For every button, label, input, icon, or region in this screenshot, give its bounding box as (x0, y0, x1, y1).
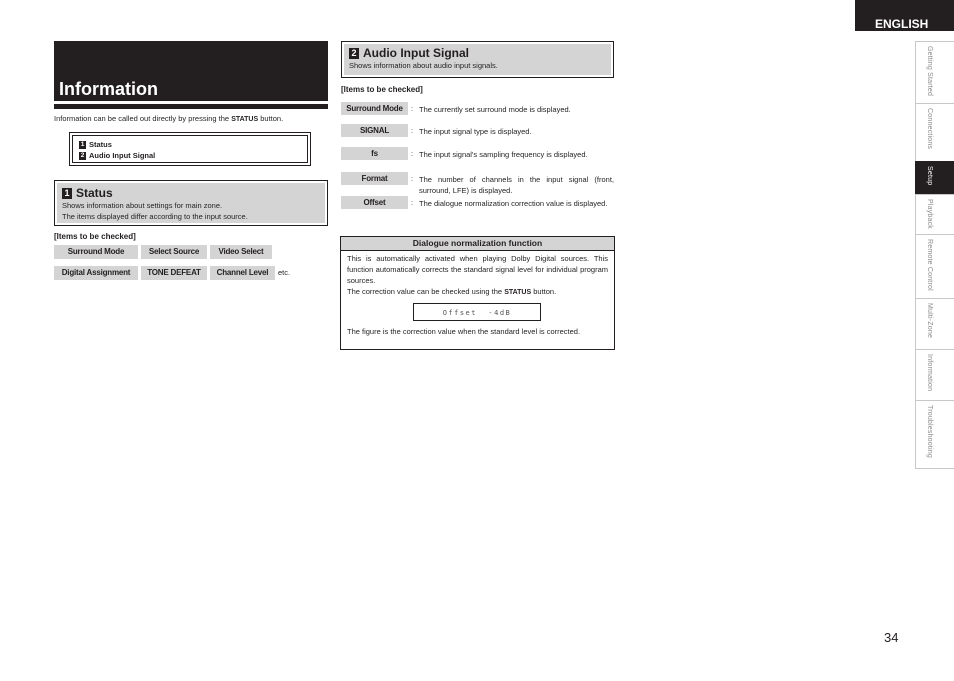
nav-label: Connections (926, 108, 933, 150)
section-title (62, 186, 325, 200)
dialogue-text: This is automatically activated when playing Dolby Digital sources. This function automatically corrects the standard signal level for individual program sources. (347, 254, 608, 285)
item-label-fs: fs (341, 147, 408, 160)
section-title (349, 46, 611, 60)
item-label-signal: SIGNAL (341, 124, 408, 137)
number-badge: 2 (349, 48, 359, 59)
colon: : (411, 149, 414, 158)
section-title-text: Audio Input Signal (363, 46, 469, 60)
nav-item-connections[interactable] (915, 103, 954, 161)
nav-label: Information (926, 354, 933, 392)
dialogue-box-title: Dialogue normalization function (341, 237, 614, 251)
nav-item-remote-control[interactable] (915, 234, 954, 298)
number-badge: 1 (80, 141, 85, 149)
intro-after: button. (258, 114, 284, 123)
chip-surround-mode: Surround Mode (54, 245, 138, 259)
intro-key: STATUS (231, 116, 259, 123)
chip-tone-defeat: TONE DEFEAT (141, 266, 207, 280)
colon: : (411, 126, 414, 135)
colon: : (411, 104, 414, 113)
check-before: The correction value can be checked using the (347, 287, 505, 296)
section-desc: Shows information about settings for main zone. (62, 201, 223, 210)
number-badge: 1 (62, 188, 72, 199)
dialogue-normalization-box (340, 236, 615, 350)
title-underline (54, 104, 328, 109)
language-tab: ENGLISH (855, 0, 954, 31)
offset-display: Offset -4dB (413, 303, 541, 321)
nav-label: Playback (926, 199, 933, 230)
page-title: Information (59, 79, 158, 99)
nav-label: Remote Control (926, 239, 933, 291)
nav-label: Setup (926, 166, 933, 186)
dialogue-box-text (341, 251, 614, 298)
menu-label: Audio Input Signal (89, 151, 156, 160)
page-title-banner (54, 41, 328, 101)
nav-label: Troubleshooting (926, 405, 933, 458)
page-number: 34 (884, 630, 899, 645)
intro-before: Information can be called out directly by pressing the (54, 114, 232, 123)
nav-item-playback[interactable] (915, 194, 954, 234)
check-key: STATUS (504, 289, 532, 296)
section-desc: The items displayed differ according to the input source. (62, 212, 248, 221)
nav-item-multi-zone[interactable] (915, 298, 954, 349)
status-section-header (54, 180, 328, 226)
audio-input-signal-section-header (341, 41, 614, 78)
nav-item-troubleshooting[interactable] (915, 400, 954, 469)
nav-item-setup[interactable] (915, 161, 954, 194)
check-after: button. (531, 287, 557, 296)
item-desc: The input signal type is displayed. (419, 127, 532, 136)
item-desc: The number of channels in the input signal (front, surround, LFE) is displayed. (419, 175, 614, 195)
item-desc: The input signal's sampling frequency is displayed. (419, 150, 588, 159)
nav-label: Multi-Zone (926, 303, 933, 339)
chip-video-select: Video Select (210, 245, 272, 259)
colon: : (411, 174, 414, 183)
item-desc: The currently set surround mode is displayed. (419, 105, 571, 114)
section-title-text: Status (76, 186, 113, 200)
nav-item-information[interactable] (915, 349, 954, 400)
item-label-format: Format (341, 172, 408, 185)
items-label: [Items to be checked] (54, 232, 136, 241)
nav-item-getting-started[interactable] (915, 41, 954, 103)
menu-box (69, 132, 311, 166)
menu-item-status[interactable] (79, 139, 307, 150)
items-label: [Items to be checked] (341, 85, 423, 94)
dialogue-box-footer: The figure is the correction value when the standard level is corrected. (347, 327, 581, 336)
chip-select-source: Select Source (141, 245, 207, 259)
menu-label: Status (89, 140, 112, 149)
item-desc: The dialogue normalization correction value is displayed. (419, 199, 608, 208)
item-label-surround-mode: Surround Mode (341, 102, 408, 115)
chip-channel-level: Channel Level (210, 266, 275, 280)
item-label-offset: Offset (341, 196, 408, 209)
intro-text (54, 114, 283, 123)
etc-text: etc. (278, 268, 291, 277)
nav-label: Getting Started (926, 46, 933, 97)
chip-digital-assignment: Digital Assignment (54, 266, 138, 280)
section-desc: Shows information about audio input signals. (349, 61, 498, 70)
number-badge: 2 (80, 152, 85, 160)
menu-item-audio-input-signal[interactable] (79, 150, 307, 161)
colon: : (411, 198, 414, 207)
